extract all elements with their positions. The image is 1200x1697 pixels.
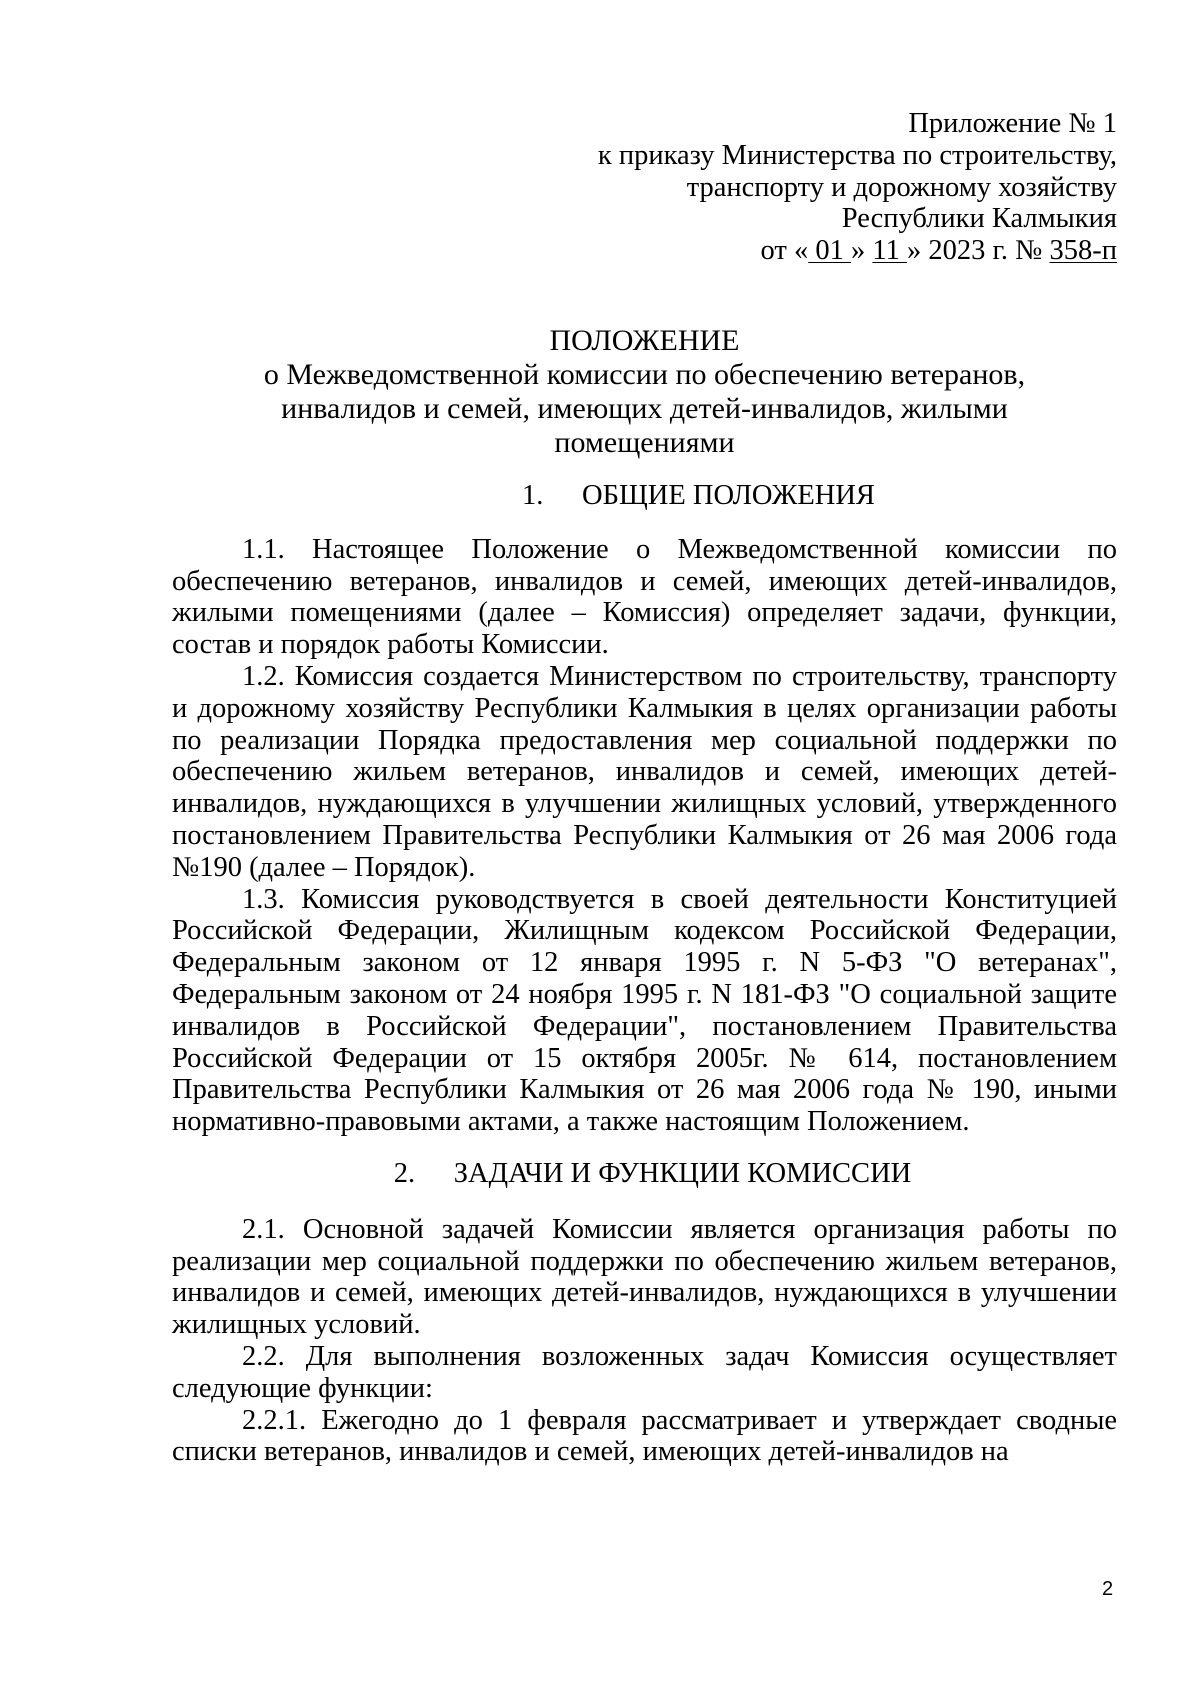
section-title: ОБЩИЕ ПОЛОЖЕНИЯ xyxy=(582,479,875,511)
section-title: ЗАДАЧИ И ФУНКЦИИ КОМИССИИ xyxy=(453,1157,912,1189)
section-number: 1. xyxy=(522,479,544,511)
order-number: 358-п xyxy=(1049,235,1117,267)
approval-line: к приказу Министерства по строительству, xyxy=(597,139,1117,171)
approval-line: Республики Калмыкия xyxy=(841,203,1117,235)
title-main: ПОЛОЖЕНИЕ xyxy=(549,323,740,357)
paragraph: 2.2. Для выполнения возложенных задач Комиссия осуществляет следующие функции: xyxy=(172,1340,1117,1404)
document-page xyxy=(172,108,1117,1468)
paragraph: 1.2. Комиссия создается Министерством по строительству, транспорту и дорожному хозяйству Республики Калмыкия в целях организации работы по реализации Порядка предоставления мер социальной поддержки по обеспечению жильем ветеранов, инвалидов и семей, имеющих детей-инвалидов, нуждающихся в улучшении жилищных условий, утвержденного постановлением Правительства Республики Калмыкия от 26 мая 2006 года №190 (далее – Порядок). xyxy=(172,660,1117,883)
paragraph: 2.2.1. Ежегодно до 1 февраля рассматривает и утверждает сводные списки ветеранов, инвалидов и семей, имеющих детей-инвалидов на xyxy=(172,1404,1117,1468)
approval-block xyxy=(172,108,1117,267)
section-heading-inner xyxy=(522,480,875,512)
date-prefix: от « xyxy=(760,235,809,267)
section-heading xyxy=(172,1158,1117,1190)
approval-line: транспорту и дорожному хозяйству xyxy=(686,171,1117,203)
date-year: » 2023 г. № xyxy=(906,235,1050,267)
date-month: 11 xyxy=(872,235,907,267)
title-subtitle-line: о Межведомственной комиссии по обеспечению ветеранов, xyxy=(263,357,1026,391)
date-separator: » xyxy=(851,235,873,267)
title-subtitle-line: помещениями xyxy=(554,425,735,459)
section-number: 2. xyxy=(393,1157,416,1189)
date-day: 01 xyxy=(808,235,851,267)
section-heading-inner xyxy=(394,1158,911,1190)
section-heading xyxy=(172,480,1117,512)
document-title xyxy=(172,324,1117,460)
paragraph: 2.1. Основной задачей Комиссии является организация работы по реализации мер социальной поддержки по обеспечению жильем ветеранов, инвалидов и семей, имеющих детей-инвалидов, нуждающихся в улучшении жилищных условий. xyxy=(172,1213,1117,1341)
title-subtitle-line: инвалидов и семей, имеющих детей-инвалидов, жилыми xyxy=(281,391,1008,425)
paragraph: 1.3. Комиссия руководствуется в своей деятельности Конституцией Российской Федерации, Жилищным кодексом Российской Федерации, Федеральным законом от 12 января 1995 г. N 5-ФЗ "О ветеранах", Федеральным законом от 24 ноября 1995 г. N 181-ФЗ "О социальной защите инвалидов в Российской Федерации", постановлением Правительства Российской Федерации от 15 октября 2005г. № 614, постановлением Правительства Республики Калмыкия от 26 мая 2006 года № 190, иными нормативно-правовыми актами, а также настоящим Положением. xyxy=(172,883,1117,1138)
page-number: 2 xyxy=(1102,1578,1114,1600)
paragraph: 1.1. Настоящее Положение о Межведомственной комиссии по обеспечению ветеранов, инвалидов и семей, имеющих детей-инвалидов, жилыми помещениями (далее – Комиссия) определяет задачи, функции, состав и порядок работы Комиссии. xyxy=(172,533,1117,661)
approval-line: Приложение № 1 xyxy=(908,108,1117,139)
approval-date-line xyxy=(172,235,1117,267)
